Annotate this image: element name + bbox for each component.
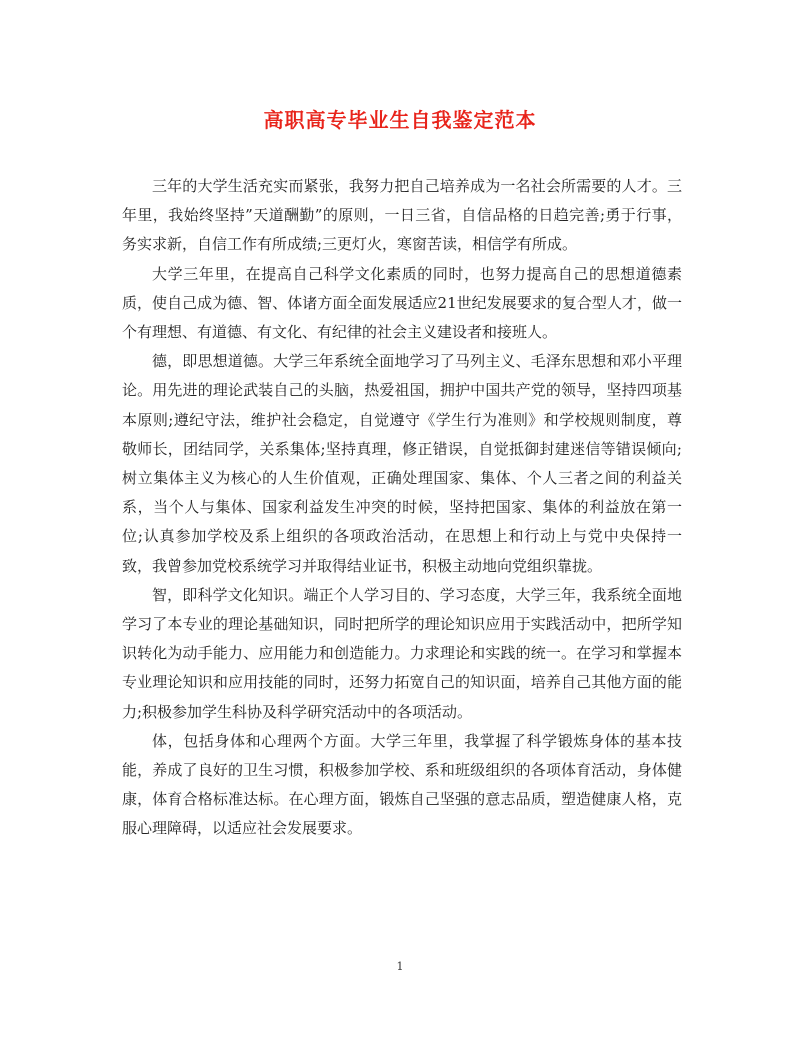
document-body: [122, 172, 682, 844]
document-title: 高职高专毕业生自我鉴定范本: [263, 108, 537, 132]
paragraph-intro: 三年的大学生活充实而紧张，我努力把自己培养成为一名社会所需要的人才。三年里，我始终坚持”天道酬勤”的原则，一日三省，自信品格的日趋完善;勇于行事，务实求新，自信工作有所成绩;三更灯火，寒窗苦读，相信学有所成。: [122, 177, 682, 254]
page-number: 1: [396, 960, 404, 973]
paragraph-moral: 德，即思想道德。大学三年系统全面地学习了马列主义、毛泽东思想和邓小平理论。用先进的理论武装自己的头脑，热爱祖国，拥护中国共产党的领导，坚持四项基本原则;遵纪守法，维护社会稳定，自觉遵守《学生行为准则》和学校规则制度，尊敬师长，团结同学，关系集体;坚持真理，修正错误，自觉抵御封建迷信等错误倾向;树立集体主义为核心的人生价值观，正确处理国家、集体、个人三者之间的利益关系，当个人与集体、国家利益发生冲突的时候，坚持把国家、集体的利益放在第一位;认真参加学校及系上组织的各项政治活动，在思想上和行动上与党中央保持一致，我曾参加党校系统学习并取得结业证书，积极主动地向党组织靠拢。: [122, 352, 682, 575]
paragraph-knowledge: 智，即科学文化知识。端正个人学习目的、学习态度，大学三年，我系统全面地学习了本专业的理论基础知识，同时把所学的理论知识应用于实践活动中，把所学知识转化为动手能力、应用能力和创造能力。力求理论和实践的统一。在学习和掌握本专业理论知识和应用技能的同时，还努力拓宽自己的知识面，培养自己其他方面的能力;积极参加学生科协及科学研究活动中的各项活动。: [122, 585, 682, 721]
paragraph-physical: 体，包括身体和心理两个方面。大学三年里，我掌握了科学锻炼身体的基本技能，养成了良好的卫生习惯，积极参加学校、系和班级组织的各项体育活动，身体健康，体育合格标准达标。在心理方面，锻炼自己坚强的意志品质，塑造健康人格，克服心理障碍，以适应社会发展要求。: [122, 731, 682, 838]
paragraph-overview: 大学三年里，在提高自己科学文化素质的同时，也努力提高自己的思想道德素质，使自己成为德、智、体诸方面全面发展适应21世纪发展要求的复合型人才，做一个有理想、有道德、有文化、有纪律的社会主义建设者和接班人。: [122, 264, 682, 342]
